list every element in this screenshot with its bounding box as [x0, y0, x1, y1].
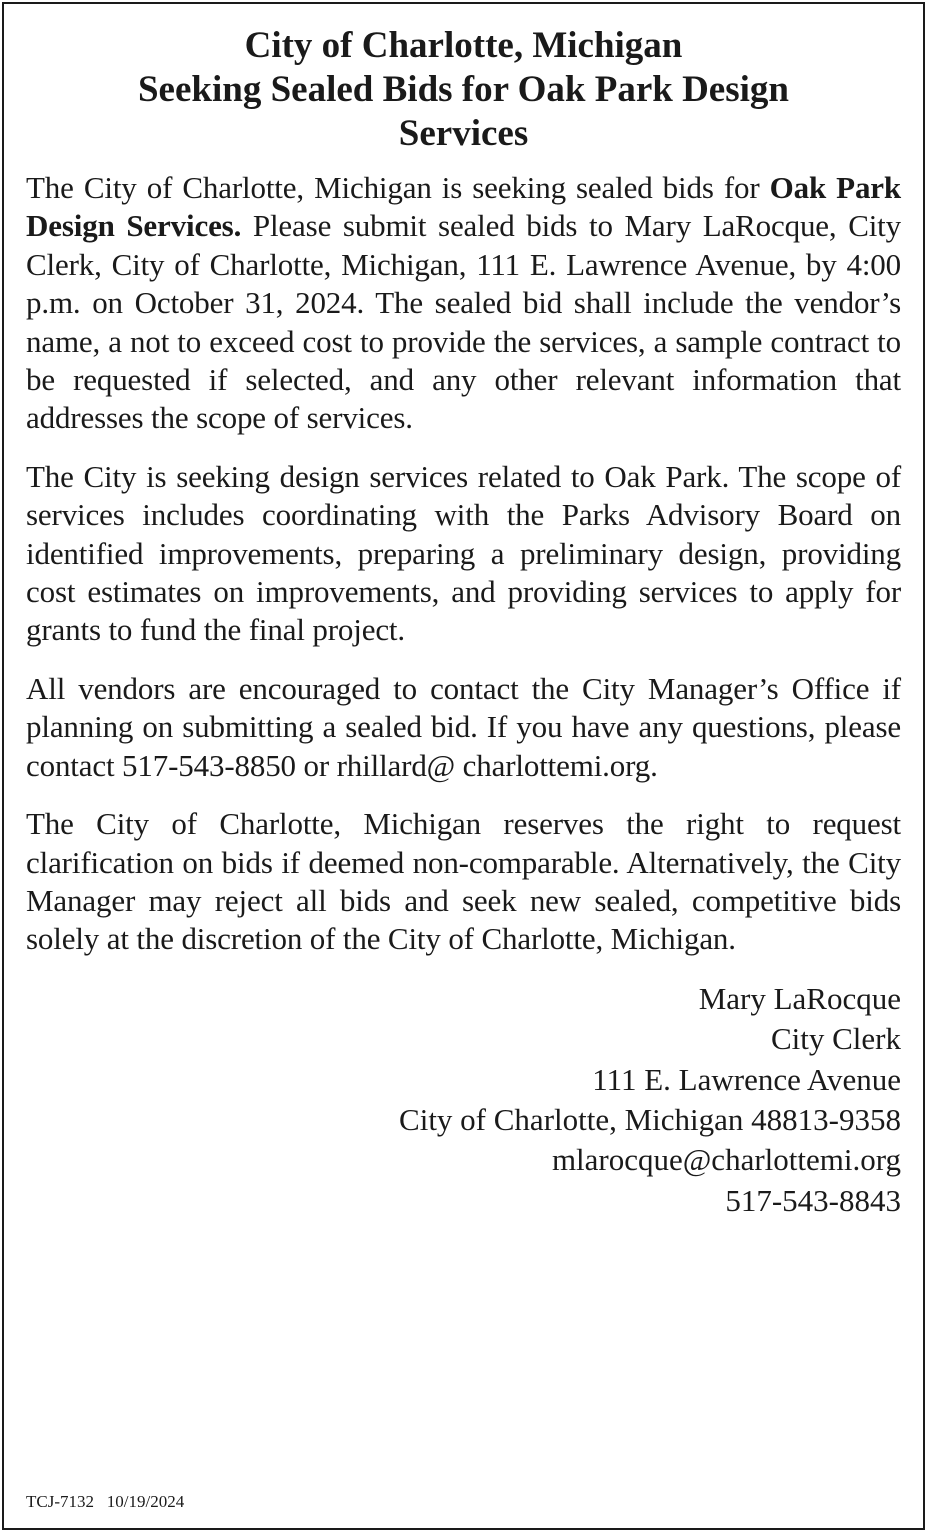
signer-city: City of Charlotte, Michigan 48813-9358 [399, 1101, 901, 1137]
title-line-3: Services [398, 113, 529, 154]
title-line-1: City of Charlotte, Michigan [244, 25, 683, 66]
signer-street: 111 E. Lawrence Avenue [592, 1061, 901, 1097]
legal-notice [2, 2, 925, 1530]
signature-block [26, 979, 901, 1221]
title-line-2: Seeking Sealed Bids for Oak Park Design [137, 69, 789, 110]
signer-email: mlarocque@charlottemi.org [551, 1142, 901, 1178]
notice-footer [26, 1492, 184, 1512]
signer-name: Mary LaRocque [698, 980, 901, 1016]
signer-role: City Clerk [770, 1021, 901, 1057]
project-name: Oak Park Design Services. [26, 170, 901, 244]
notice-code: TCJ-7132 [26, 1492, 94, 1511]
notice-date: 10/19/2024 [106, 1492, 185, 1511]
paragraph-intro-text: The City of Charlotte, Michigan is seeking sealed bids for [26, 170, 770, 205]
signer-phone: 517-543-8843 [725, 1182, 901, 1218]
paragraph-submission-text: Please submit sealed bids to Mary LaRocque, City Clerk, City of Charlotte, Michigan, 111 E. Lawrence Avenue, by 4:00 p.m. on October 31, 2024. The sealed bid shall include the vendor’s name, a not to exceed cost to provide the services, a sample contract to be requested if selected, and any other relevant information that addresses the scope of services. [26, 208, 901, 436]
paragraph-bid-request [26, 169, 901, 438]
paragraph-contact: All vendors are encouraged to contact the City Manager’s Office if planning on submitting a sealed bid. If you have any questions, please contact 517-543-8850 or rhillard@ charlottemi.org. [26, 670, 901, 783]
notice-body [26, 169, 901, 959]
paragraph-scope: The City is seeking design services related to Oak Park. The scope of services includes coordinating with the Parks Advisory Board on identified improvements, preparing a preliminary design, providing cost estimates on improvements, and providing services to apply for grants to fund the final project. [26, 458, 901, 648]
paragraph-reservation: The City of Charlotte, Michigan reserves the right to request clarification on bids if deemed non-comparable. Alternatively, the City Manager may reject all bids and seek new sealed, competitive bids solely at the discretion of the City of Charlotte, Michigan. [26, 806, 901, 957]
notice-title [32, 24, 895, 156]
